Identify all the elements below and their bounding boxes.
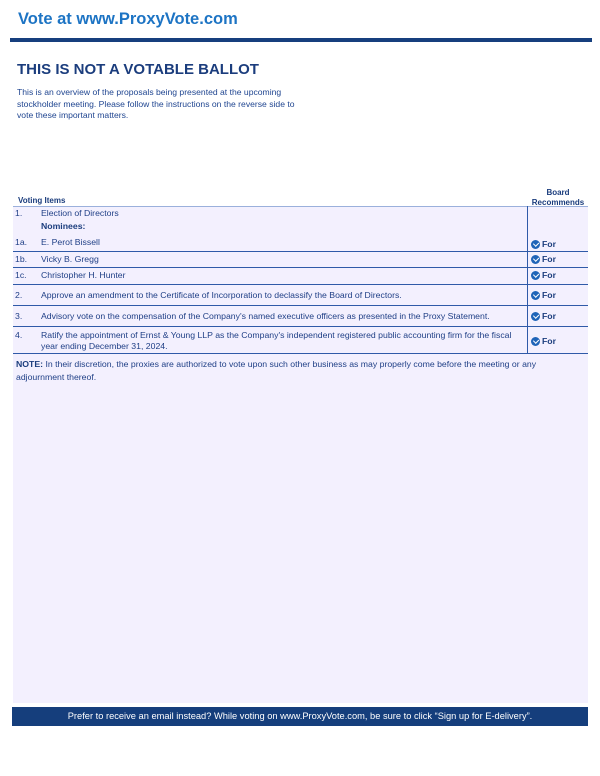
- recommendation-label: For: [542, 254, 556, 264]
- item-text: Election of Directors: [41, 208, 119, 218]
- intro-text: This is an overview of the proposals being presented at the upcoming stockholder meeting. Please follow the instructions on the reverse side to vote these important matters.: [17, 87, 295, 120]
- check-circle-icon: [531, 240, 540, 249]
- item-text: E. Perot Bissell: [41, 237, 100, 247]
- nominees-label: Nominees:: [41, 221, 86, 231]
- item-text: Ratify the appointment of Ernst & Young LLP as the Company's independent registered public accounting firm for the fiscal year ending December 31, 2024.: [41, 330, 512, 351]
- recommendation-label: For: [542, 239, 556, 249]
- item-number: 1c.: [15, 270, 27, 280]
- note-label: NOTE:: [16, 359, 44, 369]
- row-divider: [13, 305, 588, 306]
- item-text: Christopher H. Hunter: [41, 270, 126, 280]
- check-circle-icon: [531, 337, 540, 346]
- note-text: In their discretion, the proxies are authorized to vote upon such other business as may properly come before the meeting or any adjournment thereof.: [16, 359, 537, 382]
- check-circle-icon: [531, 312, 540, 321]
- proxyvote-link[interactable]: Vote at www.ProxyVote.com: [18, 10, 238, 28]
- board-recommendation: [531, 270, 556, 280]
- row-divider: [13, 267, 588, 268]
- recommendation-label: For: [542, 336, 556, 346]
- item-number: 3.: [15, 311, 23, 321]
- item-number: 2.: [15, 290, 23, 300]
- row-divider: [13, 353, 588, 354]
- recommendation-label: For: [542, 311, 556, 321]
- check-circle-icon: [531, 291, 540, 300]
- edelivery-text: Prefer to receive an email instead? While voting on www.ProxyVote.com, be sure to click “Sign up for E-delivery”.: [67, 711, 533, 721]
- row-divider: [13, 251, 588, 252]
- board-recommends-header: Board Recommends: [531, 188, 585, 207]
- board-recommendation: [531, 290, 556, 300]
- item-text: Approve an amendment to the Certificate of Incorporation to declassify the Board of Directors.: [41, 290, 402, 300]
- item-number: 1.: [15, 208, 23, 218]
- item-number: 1a.: [15, 237, 28, 247]
- item-text: Advisory vote on the compensation of the Company's named executive officers as presented in the Proxy Statement.: [41, 311, 490, 321]
- recommendation-label: For: [542, 270, 556, 280]
- board-recommendation: [531, 336, 556, 346]
- check-circle-icon: [531, 271, 540, 280]
- item-text: Vicky B. Gregg: [41, 254, 99, 264]
- header-divider: [10, 38, 592, 42]
- item-number: 4.: [15, 330, 23, 340]
- ballot-panel: [13, 206, 588, 703]
- page-title: THIS IS NOT A VOTABLE BALLOT: [17, 61, 259, 78]
- row-divider: [13, 326, 588, 327]
- recommendation-label: For: [542, 290, 556, 300]
- row-divider: [13, 284, 588, 285]
- board-recommendation: [531, 311, 556, 321]
- board-recommendation: [531, 254, 556, 264]
- voting-items-header: Voting Items: [18, 196, 66, 205]
- item-number: 1b.: [15, 254, 28, 264]
- check-circle-icon: [531, 255, 540, 264]
- discretion-note: [16, 358, 586, 383]
- edelivery-banner: [12, 707, 588, 726]
- board-recommendation: [531, 239, 556, 249]
